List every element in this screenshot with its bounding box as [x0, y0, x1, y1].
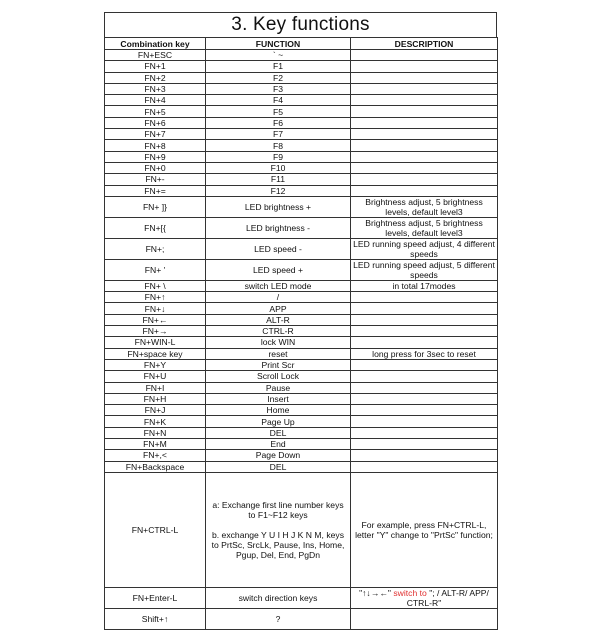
table-row: [105, 348, 498, 359]
function-cell: LED speed -: [206, 238, 351, 259]
function-cell: LED speed +: [206, 259, 351, 280]
key-cell: FN+=: [105, 185, 206, 196]
function-cell: ?: [206, 608, 351, 629]
function-cell: F9: [206, 151, 351, 162]
description-cell: [351, 162, 498, 173]
key-functions-sheet: [104, 12, 497, 630]
table-row: [105, 461, 498, 472]
function-cell: End: [206, 439, 351, 450]
function-cell: Home: [206, 405, 351, 416]
table-row: [105, 303, 498, 314]
key-cell: FN+CTRL-L: [105, 472, 206, 587]
table-row: [105, 185, 498, 196]
key-cell: FN+Enter-L: [105, 587, 206, 608]
key-cell: FN+space key: [105, 348, 206, 359]
function-cell: F6: [206, 117, 351, 128]
description-cell: [351, 83, 498, 94]
description-cell: [351, 450, 498, 461]
key-cell: FN+;: [105, 238, 206, 259]
key-cell: FN+5: [105, 106, 206, 117]
table-row: [105, 416, 498, 427]
switch-to-text: switch to: [390, 587, 430, 598]
function-option-b: b. exchange Y U I H J K N M, keys to PrtSc, SrcLk, Pause, Ins, Home, Pgup, Del, End, PgDn: [211, 529, 345, 560]
description-cell: [351, 405, 498, 416]
key-cell: Shift+↑: [105, 608, 206, 629]
key-cell: FN+ \: [105, 280, 206, 291]
arrow-keys-text: "↑↓→←": [359, 587, 391, 598]
header-combination-key: Combination key: [105, 38, 206, 50]
description-cell: LED running speed adjust, 5 different speeds: [351, 259, 498, 280]
table-row: [105, 117, 498, 128]
table-row: [105, 292, 498, 303]
table-row: [105, 371, 498, 382]
table-row: [105, 405, 498, 416]
description-cell: [351, 106, 498, 117]
description-cell: [351, 292, 498, 303]
table-header-row: [105, 38, 498, 50]
function-cell: F1: [206, 61, 351, 72]
description-cell: [351, 61, 498, 72]
key-cell: FN+U: [105, 371, 206, 382]
key-cell: FN+←: [105, 314, 206, 325]
function-cell: F3: [206, 83, 351, 94]
description-cell: [351, 587, 498, 608]
function-cell: switch direction keys: [206, 587, 351, 608]
description-cell: [351, 461, 498, 472]
function-cell: F11: [206, 174, 351, 185]
table-row-enter-l: [105, 587, 498, 608]
table-row: [105, 162, 498, 173]
description-cell: Brightness adjust, 5 brightness levels, default level3: [351, 217, 498, 238]
key-cell: FN+↑: [105, 292, 206, 303]
description-cell: [351, 140, 498, 151]
table-row-ctrl-l: [105, 472, 498, 587]
description-cell: [351, 95, 498, 106]
spacer: [208, 520, 348, 530]
key-functions-table: [104, 37, 498, 630]
table-row: [105, 129, 498, 140]
table-row: [105, 359, 498, 370]
key-cell: FN+[{: [105, 217, 206, 238]
function-cell: switch LED mode: [206, 280, 351, 291]
description-cell: [351, 608, 498, 629]
key-cell: FN+Backspace: [105, 461, 206, 472]
key-cell: FN+WIN-L: [105, 337, 206, 348]
description-cell: [351, 72, 498, 83]
function-cell: DEL: [206, 427, 351, 438]
function-cell: DEL: [206, 461, 351, 472]
key-cell: FN+Y: [105, 359, 206, 370]
table-row: [105, 50, 498, 61]
key-cell: FN+-: [105, 174, 206, 185]
function-cell: ALT-R: [206, 314, 351, 325]
table-row: [105, 106, 498, 117]
function-cell: [206, 472, 351, 587]
page-title: 3. Key functions: [104, 12, 497, 37]
table-row: [105, 238, 498, 259]
key-cell: FN+9: [105, 151, 206, 162]
table-row: [105, 61, 498, 72]
function-option-a: a: Exchange first line number keys to F1~F12 keys: [212, 499, 344, 520]
description-cell: [351, 393, 498, 404]
table-row: [105, 151, 498, 162]
description-cell: [351, 359, 498, 370]
table-body: [105, 50, 498, 630]
switch-target-text: "; / ALT-R/ APP/ CTRL-R": [406, 587, 489, 608]
key-cell: FN+M: [105, 439, 206, 450]
description-cell: LED running speed adjust, 4 different speeds: [351, 238, 498, 259]
table-row: [105, 72, 498, 83]
key-cell: FN+K: [105, 416, 206, 427]
function-cell: /: [206, 292, 351, 303]
function-cell: lock WIN: [206, 337, 351, 348]
key-cell: FN+→: [105, 326, 206, 337]
function-cell: F7: [206, 129, 351, 140]
table-row: [105, 196, 498, 217]
function-cell: Page Up: [206, 416, 351, 427]
description-cell: [351, 129, 498, 140]
key-cell: FN+4: [105, 95, 206, 106]
description-cell: [351, 117, 498, 128]
key-cell: FN+↓: [105, 303, 206, 314]
description-cell: long press for 3sec to reset: [351, 348, 498, 359]
table-row: [105, 280, 498, 291]
function-cell: ` ~: [206, 50, 351, 61]
table-row: [105, 259, 498, 280]
function-cell: Scroll Lock: [206, 371, 351, 382]
table-row: [105, 83, 498, 94]
table-row: [105, 427, 498, 438]
key-cell: FN+8: [105, 140, 206, 151]
table-row: [105, 314, 498, 325]
description-cell: [351, 427, 498, 438]
function-cell: CTRL-R: [206, 326, 351, 337]
key-cell: FN+J: [105, 405, 206, 416]
table-row: [105, 450, 498, 461]
function-cell: F12: [206, 185, 351, 196]
description-cell: [351, 50, 498, 61]
key-cell: FN+,<: [105, 450, 206, 461]
table-row: [105, 337, 498, 348]
description-cell: [351, 303, 498, 314]
function-cell: Pause: [206, 382, 351, 393]
table-row-shift: [105, 608, 498, 629]
key-cell: FN+0: [105, 162, 206, 173]
key-cell: FN+ ]}: [105, 196, 206, 217]
description-cell: [351, 371, 498, 382]
table-row: [105, 393, 498, 404]
description-cell: [351, 174, 498, 185]
function-cell: reset: [206, 348, 351, 359]
description-cell: [351, 382, 498, 393]
table-row: [105, 439, 498, 450]
table-row: [105, 326, 498, 337]
function-cell: LED brightness -: [206, 217, 351, 238]
key-cell: FN+ ': [105, 259, 206, 280]
description-cell: [351, 337, 498, 348]
key-cell: FN+I: [105, 382, 206, 393]
table-row: [105, 140, 498, 151]
key-cell: FN+2: [105, 72, 206, 83]
description-cell: [351, 151, 498, 162]
key-cell: FN+6: [105, 117, 206, 128]
function-cell: F4: [206, 95, 351, 106]
description-cell: [351, 439, 498, 450]
function-cell: LED brightness +: [206, 196, 351, 217]
description-cell: [351, 314, 498, 325]
description-cell: For example, press FN+CTRL-L, letter "Y" change to "PrtSc" function;: [351, 472, 498, 587]
description-cell: [351, 326, 498, 337]
key-cell: FN+3: [105, 83, 206, 94]
function-cell: F8: [206, 140, 351, 151]
function-cell: F2: [206, 72, 351, 83]
header-function: FUNCTION: [206, 38, 351, 50]
table-row: [105, 95, 498, 106]
description-cell: [351, 416, 498, 427]
function-cell: Insert: [206, 393, 351, 404]
function-cell: Print Scr: [206, 359, 351, 370]
function-cell: F10: [206, 162, 351, 173]
key-cell: FN+N: [105, 427, 206, 438]
function-cell: F5: [206, 106, 351, 117]
table-row: [105, 382, 498, 393]
function-cell: Page Down: [206, 450, 351, 461]
key-cell: FN+7: [105, 129, 206, 140]
description-cell: Brightness adjust, 5 brightness levels, default level3: [351, 196, 498, 217]
description-cell: in total 17modes: [351, 280, 498, 291]
description-cell: [351, 185, 498, 196]
table-row: [105, 217, 498, 238]
key-cell: FN+ESC: [105, 50, 206, 61]
key-cell: FN+H: [105, 393, 206, 404]
function-cell: APP: [206, 303, 351, 314]
table-row: [105, 174, 498, 185]
header-description: DESCRIPTION: [351, 38, 498, 50]
key-cell: FN+1: [105, 61, 206, 72]
